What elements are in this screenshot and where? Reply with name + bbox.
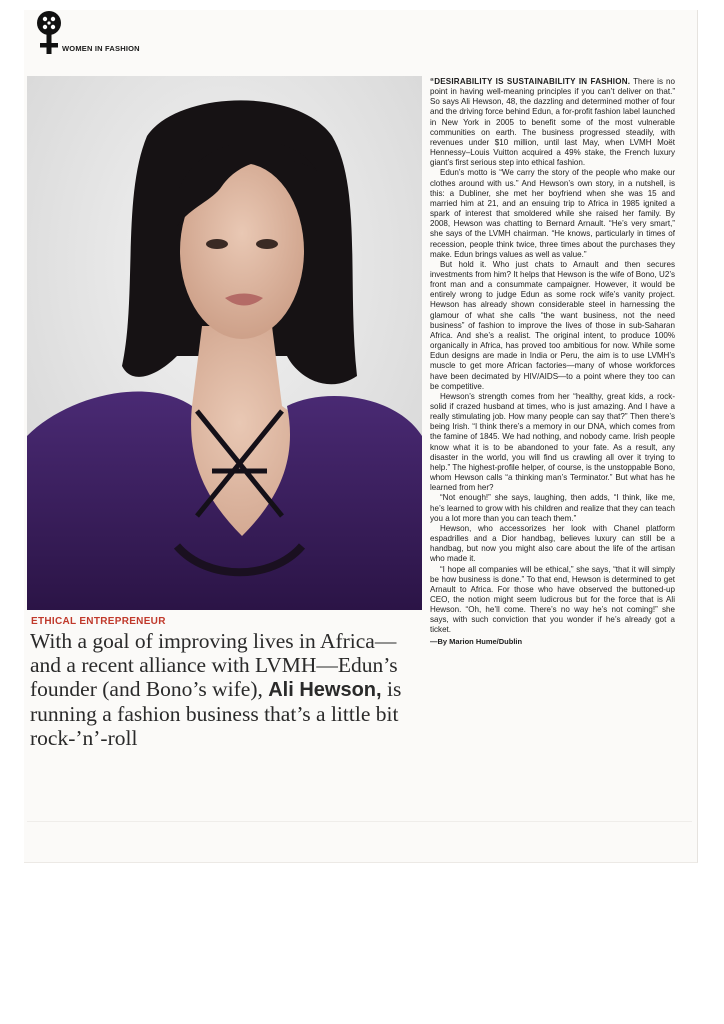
article-paragraph: “I hope all companies will be ethical,” she says, “that it will simply be how business is done.” To that end, Hewson is determined to get Arnault to Africa. For those who have observed the buttoned-up CEO, the notion might seem ludicrous but for the force that is Ali Hewson. “Oh, he’ll come. There’s no way he’s not coming!” she says, with such conviction that you wonder if he’s already got a ticket.	[430, 564, 675, 635]
caption-kicker: ETHICAL ENTREPRENEUR	[31, 616, 166, 627]
article-paragraph: “DESIRABILITY IS SUSTAINABILITY IN FASHION. There is no point in having well-meaning principles if you can’t deliver on that.” So says Ali Hewson, 48, the dazzling and determined mother of four and the driving force behind Edun, a for-profit fashion label launched in New York in 2005 to benefit some of the most vulnerable communities on earth. The business progressed steadily, with revenues under $10 million, until last May, when LVMH Moët Hennessy–Louis Vuitton acquired a 49% stake, the French luxury giant’s first serious step into ethical fashion.	[430, 77, 675, 168]
caption-dek: With a goal of improving lives in Africa—and a recent alliance with LVMH—Edun’s founder (and Bono’s wife), Ali Hewson, is running a fashion business that’s a little bit rock-’n’-roll	[30, 629, 402, 750]
article-paragraph: “Not enough!” she says, laughing, then adds, “I think, like me, he’s learned to grow with his children and realize that they can teach you a lot more than you can teach them.”	[430, 493, 675, 523]
article-paragraph: Edun’s motto is “We carry the story of the people who make our clothes around with us.” And Hewson’s own story, in a nutshell, is this: a Dubliner, she met her boyfriend when she was 15 and married him at 21, and an ensuing trip to Africa in 1985 ignited a spark of interest that smoldered while she raised her family. By 2008, Hewson was chatting to Bernard Arnault. “He’s very smart,” she says of the LVMH chairman. “He knows, particularly in times of recession, people think twice, three times about the purchases they make. Edun brings values as well as value.”	[430, 168, 675, 259]
subject-name: Ali Hewson,	[268, 679, 382, 701]
article-lead: “DESIRABILITY IS SUSTAINABILITY IN FASHION.	[430, 77, 631, 86]
magazine-page	[24, 10, 698, 863]
divider	[27, 821, 692, 822]
portrait-photo	[27, 76, 422, 610]
article-paragraph: Hewson’s strength comes from her “healthy, great kids, a rock-solid if crazed husband at times, who is just amazing. And I have a really stimulating job. How many people can say that?” Then there’s being Irish. “I think there’s a memory in our DNA, which comes from the famine of 1845. We had nothing, and nobody came. Irish people know what it is to be abandoned to your fate. As a result, any disaster in the world, you will find us crawling all over it trying to help.” The highest-profile helper, of course, is the unstoppable Bono, whom Hewson calls “a thinking man’s Terminator.” But what has he learned from her?	[430, 391, 675, 493]
byline: —By Marion Hume/Dublin	[430, 636, 523, 646]
section-label: WOMEN IN FASHION	[62, 44, 140, 53]
article-paragraph: But hold it. Who just chats to Arnault and then secures investments from him? It helps that Hewson is the wife of Bono, U2’s front man and a consummate campaigner. However, it would be entirely wrong to judge Edun as some rock wife’s vanity project. Hewson has already shown considerable steel in harnessing the glamour of what she calls “the want business, not the need business” of fashion to improve the lives of those in sub-Saharan Africa. And she’s a realist. The original intent, to produce 100% organically in Africa, has proved too ambitious for now. While some Edun designs are made in India or Peru, the aim is to use LVMH’s muscle to get more African factories—many of whose workforces have been decimated by HIV/AIDS—to a point where they too can be competitive.	[430, 259, 675, 391]
women-in-fashion-logo-icon	[32, 10, 66, 58]
article-body	[430, 77, 675, 647]
article-paragraph: Hewson, who accessorizes her look with Chanel platform espadrilles and a Dior handbag, believes luxury can still be a handbag, but now you might also care about the life of the artisan who made it.	[430, 523, 675, 564]
